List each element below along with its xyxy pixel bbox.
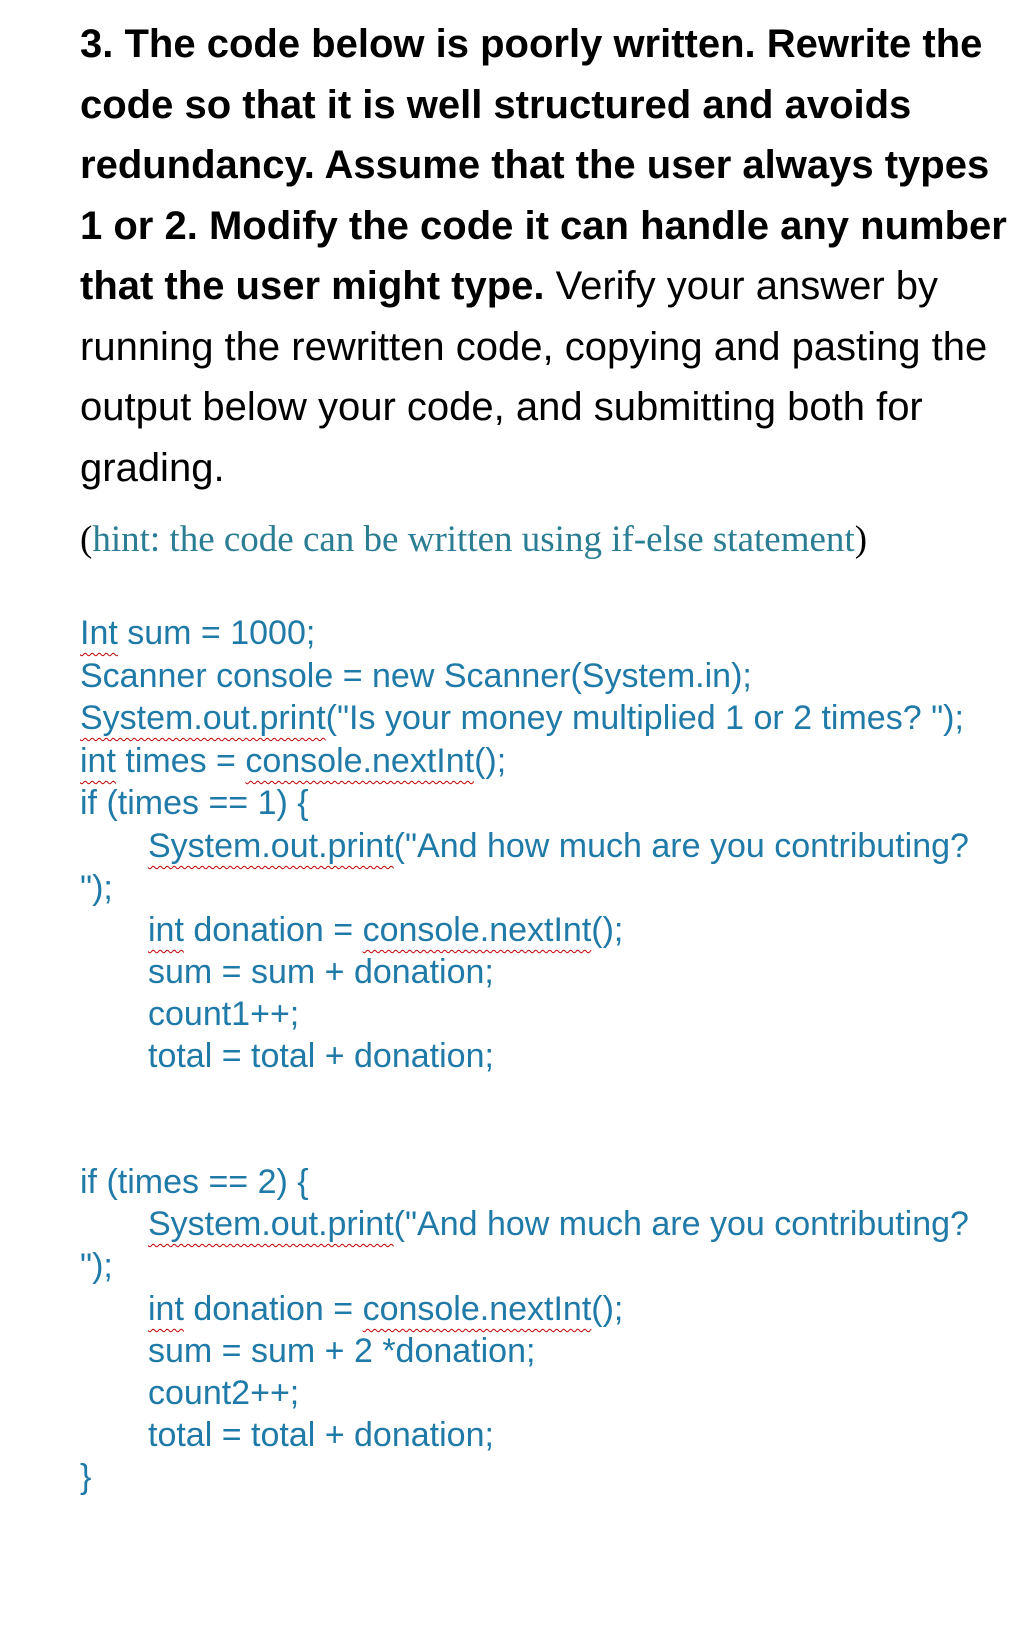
code-token: times =: [115, 742, 246, 780]
code-line: ");: [80, 1247, 113, 1285]
code-token: System.out.print: [148, 1205, 394, 1243]
question-prompt-instructions: Verify your answer by running the rewritten code, copying and pasting the output below your code, and submitting both for grading.: [80, 264, 988, 490]
code-line: count1++;: [148, 995, 300, 1033]
code-token: console.nextInt: [362, 911, 592, 949]
code-token: System.out.print: [148, 827, 394, 865]
code-line: if (times == 1) {: [80, 784, 309, 822]
code-token: int: [148, 911, 184, 949]
code-line: sum = sum + donation;: [148, 953, 494, 991]
code-token: console.nextInt: [245, 742, 475, 780]
code-token: sum = 1000;: [117, 614, 316, 652]
code-line: if (times == 2) {: [80, 1163, 309, 1201]
code-token: ();: [591, 1290, 624, 1328]
code-token: int: [80, 742, 116, 780]
hint-open-paren: (: [80, 519, 93, 560]
code-line: [148, 825, 969, 867]
code-token: ("Is your money multiplied 1 or 2 times? ");: [325, 699, 964, 737]
code-line: [80, 697, 964, 739]
code-line: total = total + donation;: [148, 1416, 494, 1454]
code-token: ();: [591, 911, 624, 949]
code-line: count2++;: [148, 1374, 300, 1412]
code-line: sum = sum + 2 *donation;: [148, 1332, 536, 1370]
code-token: ("And how much are you contributing?: [393, 827, 969, 865]
code-token: donation =: [183, 1290, 363, 1328]
code-line: }: [80, 1458, 92, 1496]
code-line: ");: [80, 869, 113, 907]
code-token: ();: [474, 742, 507, 780]
code-line: [148, 1288, 623, 1330]
code-token: ("And how much are you contributing?: [393, 1205, 969, 1243]
code-token: int: [148, 1290, 184, 1328]
code-line: [148, 1203, 969, 1245]
code-line: total = total + donation;: [148, 1037, 494, 1075]
code-line: Scanner console = new Scanner(System.in);: [80, 657, 752, 695]
code-token: console.nextInt: [362, 1290, 592, 1328]
code-token: System.out.print: [80, 699, 326, 737]
hint-close-paren: ): [854, 519, 868, 560]
code-token: Int: [80, 614, 118, 652]
code-token: donation =: [183, 911, 363, 949]
code-line: [80, 740, 506, 782]
code-line: [80, 612, 315, 654]
question-prompt-bold: 3. The code below is poorly written. Rewrite the code so that it is well structured and avoids redundancy. Assume that the user always types 1 or 2. Modify the code it can handle any number that the user might type.: [80, 22, 1007, 308]
hint-text: hint: the code can be written using if-else statement: [92, 519, 855, 560]
code-line: [148, 909, 623, 951]
